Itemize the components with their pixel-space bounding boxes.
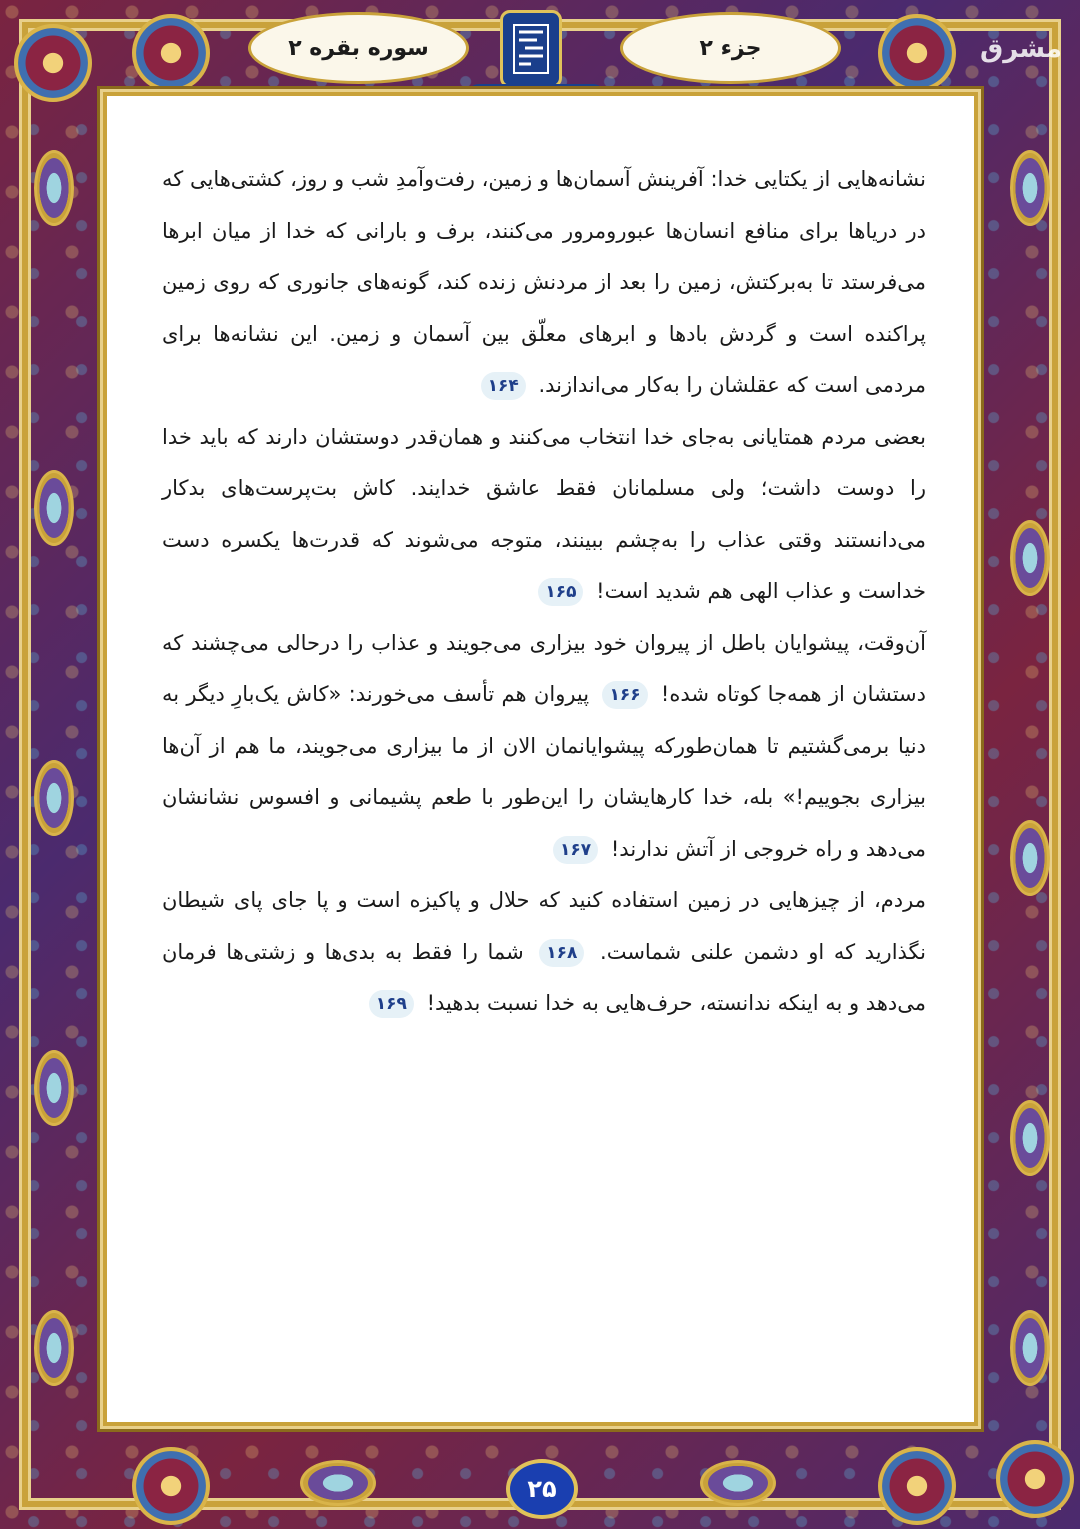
corner-rosette-icon xyxy=(996,1440,1074,1518)
verse-number: ۱۶۴ xyxy=(481,372,526,400)
verse-text: شما را فقط به بدی‌ها و زشتی‌ها فرمان می‌دهد و به اینکه ندانسته، حرف‌هایی به خدا نسبت بدهید! xyxy=(162,939,926,1015)
surah-label: سوره بقره ۲ xyxy=(248,12,469,84)
verse-text: نشانه‌هایی از یکتایی خدا: آفرینش آسمان‌ها و زمین، رفت‌وآمدِ شب و روز، کشتی‌هایی که در دریاها برای منافع انسان‌ها عبورومرور می‌کنند، برف و بارانی که خدا از میان ابرها می‌فرستد تا به‌برکتش، زمین را بعد از مردنش زنده کند، گونه‌های جانوری که روی زمین پراکنده است و گردش بادها و ابرهای معلّق بین آسمان و زمین. این نشانه‌ها برای مردمی است که عقلشان را به‌کار می‌اندازند. xyxy=(162,167,926,397)
corner-rosette-icon xyxy=(878,1447,956,1525)
border-medallion-icon xyxy=(1010,1310,1050,1386)
juz-label: جزء ۲ xyxy=(620,12,841,84)
corner-rosette-icon xyxy=(132,14,210,92)
verse-text: بعضی مردم همتایانی به‌جای خدا انتخاب می‌کنند و همان‌قدر دوستشان دارند که باید خدا را دوست داشت؛ ولی مسلمانان فقط عاشق خدایند. کاش بت‌پرست‌های بدکار می‌دانستند وقتی عذاب را به‌چشم ببینند، متوجه می‌شوند که قدرت‌ها یکسره دست خداست و عذاب الهی هم شدید است! xyxy=(162,424,926,603)
paragraph xyxy=(162,412,926,618)
verse-text: مردم، از چیزهایی در زمین استفاده کنید که حلال و پاکیزه است و پا جای پای شیطان نگذارید که او دشمن علنی شماست. xyxy=(162,888,926,964)
verse-text: پیروان هم تأسف می‌خورند: «کاش یک‌بارِ دیگر به دنیا برمی‌گشتیم تا همان‌طورکه پیشوایانمان الان از ما بیزاری می‌جویند، ما هم از آن‌ها بیزاری بجوییم!» بله، خدا کارهایشان را این‌طور با طعم پشیمانی و افسوس نشانشان می‌دهد و راه خروجی از آتش ندارند! xyxy=(162,682,926,861)
verse-number: ۱۶۵ xyxy=(538,578,583,606)
corner-rosette-icon xyxy=(132,1447,210,1525)
text-panel xyxy=(103,92,978,1426)
watermark-logo: مشرق xyxy=(980,34,1062,64)
verse-content xyxy=(162,154,926,1030)
calligraphy-emblem-icon xyxy=(500,10,562,88)
border-medallion-icon xyxy=(300,1460,376,1506)
border-medallion-icon xyxy=(1010,820,1050,896)
verse-number: ۱۶۹ xyxy=(369,990,414,1018)
corner-rosette-icon xyxy=(14,24,92,102)
verse-text: آن‌وقت، پیشوایان باطل از پیروان خود بیزاری می‌جویند و عذاب را درحالی می‌چشند که دستشان از همه‌جا کوتاه شده! xyxy=(162,630,926,706)
paragraph xyxy=(162,875,926,1030)
verse-number: ۱۶۸ xyxy=(539,939,584,967)
paragraph xyxy=(162,154,926,412)
border-medallion-icon xyxy=(1010,520,1050,596)
border-medallion-icon xyxy=(700,1460,776,1506)
page-number: ۲۵ xyxy=(506,1459,578,1519)
border-medallion-icon xyxy=(34,470,74,546)
border-medallion-icon xyxy=(34,760,74,836)
verse-number: ۱۶۷ xyxy=(553,836,598,864)
border-medallion-icon xyxy=(34,1050,74,1126)
corner-rosette-icon xyxy=(878,14,956,92)
border-medallion-icon xyxy=(1010,150,1050,226)
border-medallion-icon xyxy=(1010,1100,1050,1176)
verse-number: ۱۶۶ xyxy=(602,681,647,709)
border-medallion-icon xyxy=(34,150,74,226)
paragraph xyxy=(162,618,926,876)
border-medallion-icon xyxy=(34,1310,74,1386)
